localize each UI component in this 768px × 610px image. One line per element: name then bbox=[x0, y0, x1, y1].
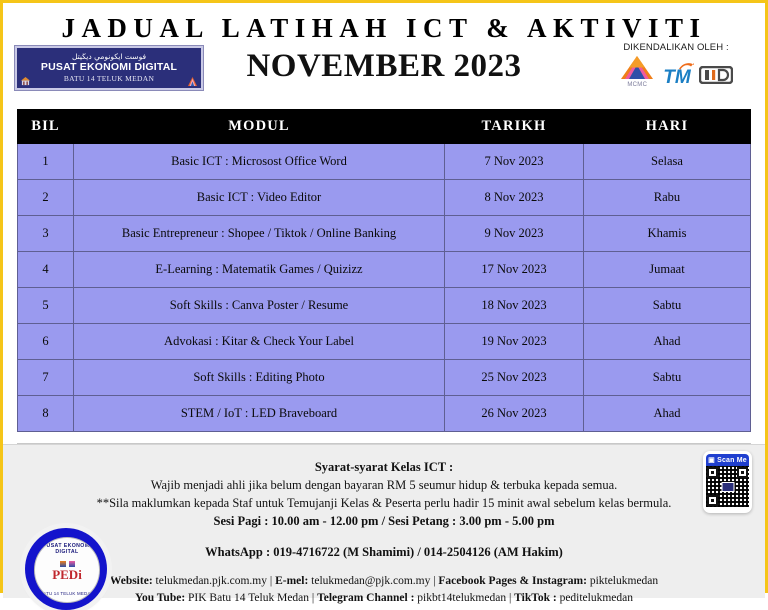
cell-bil: 6 bbox=[18, 324, 74, 360]
cell-hari: Sabtu bbox=[584, 360, 751, 396]
pedi-seal-logo bbox=[25, 528, 107, 610]
table-row bbox=[18, 360, 751, 396]
cell-bil: 7 bbox=[18, 360, 74, 396]
pedi-jawi-text: فوست ايكونومي ديڬيتل bbox=[71, 52, 147, 62]
month-heading: NOVEMBER 2023 bbox=[246, 48, 522, 85]
contacts-block bbox=[3, 573, 765, 606]
cell-tarikh: 19 Nov 2023 bbox=[445, 324, 584, 360]
cell-tarikh: 18 Nov 2023 bbox=[445, 288, 584, 324]
cell-hari: Ahad bbox=[584, 324, 751, 360]
cell-tarikh: 7 Nov 2023 bbox=[445, 144, 584, 180]
terms-line-1: Wajib menjadi ahli jika belum dengan bayaran RM 5 seumur hidup & terbuka kepada semua. bbox=[150, 478, 618, 493]
seal-center-text: PEDi bbox=[52, 566, 82, 582]
qr-scan-icon: ▣ bbox=[708, 457, 715, 464]
column-header-tarikh: TARIKH bbox=[445, 110, 584, 144]
cell-modul: Soft Skills : Canva Poster / Resume bbox=[74, 288, 445, 324]
email-label: E-mel: bbox=[275, 575, 309, 588]
separator-1: | bbox=[269, 575, 273, 588]
page-title: JADUAL LATIHAH ICT & AKTIVITI bbox=[61, 13, 707, 43]
nsd-logo bbox=[699, 60, 733, 87]
poster-header bbox=[3, 3, 765, 106]
email-value[interactable]: telukmedan@pjk.com.my bbox=[311, 575, 431, 588]
cell-modul: Basic ICT : Video Editor bbox=[74, 180, 445, 216]
column-header-modul: MODUL bbox=[74, 110, 445, 144]
pedi-name-text: PUSAT EKONOMI DIGITAL bbox=[40, 60, 178, 73]
qr-finder-top-right bbox=[737, 467, 748, 478]
cell-bil: 8 bbox=[18, 396, 74, 432]
column-header-bil: BIL bbox=[18, 110, 74, 144]
cell-hari: Rabu bbox=[584, 180, 751, 216]
whatsapp-contact: WhatsApp : 019-4716722 (M Shamimi) / 014-2504126 (AM Hakim) bbox=[205, 545, 563, 560]
telegram-label: Telegram Channel : bbox=[317, 591, 415, 604]
contact-line-2 bbox=[3, 590, 765, 607]
terms-block bbox=[3, 458, 765, 531]
cell-modul: E-Learning : Matematik Games / Quizizz bbox=[74, 252, 445, 288]
sponsors-label: DIKENDALIKAN OLEH : bbox=[623, 42, 729, 54]
cell-tarikh: 8 Nov 2023 bbox=[445, 180, 584, 216]
cell-bil: 2 bbox=[18, 180, 74, 216]
table-row bbox=[18, 396, 751, 432]
cell-tarikh: 17 Nov 2023 bbox=[445, 252, 584, 288]
cell-hari: Khamis bbox=[584, 216, 751, 252]
header-row bbox=[3, 42, 765, 104]
mcmc-logo-label: MCMC bbox=[627, 82, 648, 89]
separator-2: | bbox=[433, 575, 436, 588]
session-times: Sesi Pagi : 10.00 am - 12.00 pm / Sesi Petang : 3.00 pm - 5.00 pm bbox=[213, 514, 555, 529]
pedi-seal-inner bbox=[34, 537, 100, 603]
sponsors-block bbox=[601, 42, 751, 87]
scan-me-text: Scan Me bbox=[717, 457, 747, 464]
scan-me-label bbox=[706, 454, 749, 466]
table-row bbox=[18, 180, 751, 216]
poster-footer bbox=[3, 444, 765, 604]
terms-line-2: **Sila maklumkan kepada Staf untuk Temujanji Kelas & Peserta perlu hadir 15 minit awal sebelum kelas bermula. bbox=[96, 496, 672, 511]
cell-hari: Ahad bbox=[584, 396, 751, 432]
separator-3: | bbox=[311, 591, 315, 604]
website-value[interactable]: telukmedan.pjk.com.my bbox=[155, 575, 267, 588]
social-label: Facebook Pages & Instagram: bbox=[438, 575, 587, 588]
pedi-location-text: BATU 14 TELUK MEDAN bbox=[63, 74, 155, 84]
qr-center-logo bbox=[721, 482, 734, 492]
contact-line-1 bbox=[3, 573, 765, 590]
schedule-table-wrap bbox=[17, 109, 751, 432]
tm-swoosh-icon bbox=[679, 62, 695, 70]
mcmc-triangle-icon bbox=[619, 55, 655, 80]
tiktok-value[interactable]: peditelukmedan bbox=[559, 591, 634, 604]
cell-tarikh: 9 Nov 2023 bbox=[445, 216, 584, 252]
table-row bbox=[18, 324, 751, 360]
cell-tarikh: 25 Nov 2023 bbox=[445, 360, 584, 396]
social-value[interactable]: piktelukmedan bbox=[589, 575, 659, 588]
qr-code-icon bbox=[706, 466, 749, 507]
mcmc-logo bbox=[619, 55, 655, 87]
seal-icon-2 bbox=[69, 561, 75, 567]
seal-icon-row bbox=[60, 561, 75, 567]
table-row bbox=[18, 144, 751, 180]
tm-logo bbox=[663, 62, 690, 87]
seal-arc-bottom-text: BATU 14 TELUK MEDAN bbox=[40, 591, 94, 596]
seal-icon-1 bbox=[60, 561, 66, 567]
website-label: Website: bbox=[109, 575, 153, 588]
seal-arc-top-text: PUSAT EKONOMI DIGITAL bbox=[42, 543, 92, 555]
youtube-label: You Tube: bbox=[134, 591, 186, 604]
cell-bil: 3 bbox=[18, 216, 74, 252]
sponsor-logos bbox=[601, 55, 751, 87]
tm-logo-label: TM bbox=[663, 67, 691, 89]
separator-4: | bbox=[508, 591, 512, 604]
table-row bbox=[18, 216, 751, 252]
table-row bbox=[18, 252, 751, 288]
qr-finder-top-left bbox=[707, 467, 718, 478]
column-header-hari: HARI bbox=[584, 110, 751, 144]
cell-hari: Jumaat bbox=[584, 252, 751, 288]
youtube-value[interactable]: PIK Batu 14 Teluk Medan bbox=[188, 591, 310, 604]
cell-hari: Sabtu bbox=[584, 288, 751, 324]
cell-modul: Basic Entrepreneur : Shopee / Tiktok / Online Banking bbox=[74, 216, 445, 252]
nsd-logo-icon bbox=[699, 66, 733, 84]
cell-modul: Soft Skills : Editing Photo bbox=[74, 360, 445, 396]
cell-bil: 4 bbox=[18, 252, 74, 288]
table-row bbox=[18, 288, 751, 324]
tiktok-label: TikTok : bbox=[514, 591, 557, 604]
qr-finder-bottom-left bbox=[707, 495, 718, 506]
cell-modul: Advokasi : Kitar & Check Your Label bbox=[74, 324, 445, 360]
cell-hari: Selasa bbox=[584, 144, 751, 180]
table-header-row bbox=[18, 110, 751, 144]
qr-code-badge[interactable] bbox=[703, 451, 752, 513]
schedule-table bbox=[17, 109, 751, 432]
terms-heading: Syarat-syarat Kelas ICT : bbox=[314, 460, 454, 474]
telegram-value[interactable]: pikbt14telukmedan bbox=[417, 591, 507, 604]
cell-modul: STEM / IoT : LED Braveboard bbox=[74, 396, 445, 432]
cell-modul: Basic ICT : Microsost Office Word bbox=[74, 144, 445, 180]
cell-bil: 5 bbox=[18, 288, 74, 324]
cell-tarikh: 26 Nov 2023 bbox=[445, 396, 584, 432]
cell-bil: 1 bbox=[18, 144, 74, 180]
